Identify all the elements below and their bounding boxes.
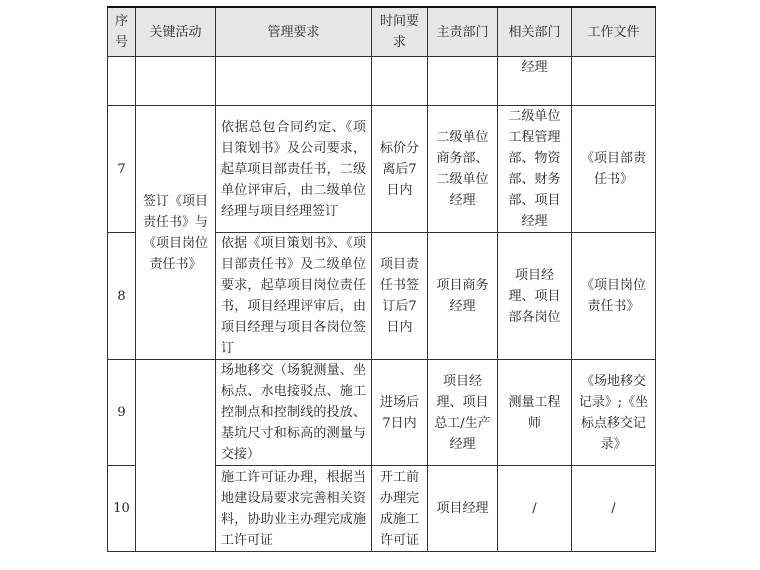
table-row bbox=[108, 360, 656, 466]
header-time: 时间要求 bbox=[372, 7, 428, 57]
header-requirement: 管理要求 bbox=[216, 7, 372, 57]
cell-activity-merged: 签订《项目责任书》与《项目岗位责任书》 bbox=[136, 106, 216, 360]
cell-main-dept: 二级单位商务部、二级单位经理 bbox=[428, 106, 498, 233]
cell-document: 《项目岗位责任书》 bbox=[572, 233, 656, 360]
cell-related-dept: 经理 bbox=[498, 57, 572, 106]
cell-seq: 8 bbox=[108, 233, 136, 360]
cell-main-dept: 项目商务经理 bbox=[428, 233, 498, 360]
cell-seq: 7 bbox=[108, 106, 136, 233]
cell-time: 项目责任书签订后7日内 bbox=[372, 233, 428, 360]
table-row-continued bbox=[108, 57, 656, 106]
cell-seq bbox=[108, 57, 136, 106]
cell-requirement: 依据《项目策划书》、《项目部责任书》及二级单位要求，起草项目岗位责任书，项目经理评审后，由项目经理与项目各岗位签订 bbox=[216, 233, 372, 360]
cell-time: 进场后7日内 bbox=[372, 360, 428, 466]
cell-time: 标价分离后7日内 bbox=[372, 106, 428, 233]
cell-requirement: 施工许可证办理，根据当地建设局要求完善相关资料，协助业主办理完成施工许可证 bbox=[216, 466, 372, 552]
header-related-dept: 相关部门 bbox=[498, 7, 572, 57]
header-document: 工作文件 bbox=[572, 7, 656, 57]
cell-related-dept: 项目经理、项目部各岗位 bbox=[498, 233, 572, 360]
cell-related-dept: 测量工程师 bbox=[498, 360, 572, 466]
header-activity: 关键活动 bbox=[136, 7, 216, 57]
cell-related-dept: / bbox=[498, 466, 572, 552]
cell-document: 《项目部责任书》 bbox=[572, 106, 656, 233]
cell-time bbox=[372, 57, 428, 106]
cell-activity-blank bbox=[136, 360, 216, 552]
cell-document: / bbox=[572, 466, 656, 552]
activity-table bbox=[107, 6, 656, 552]
cell-related-dept: 二级单位工程管理部、物资部、财务部、项目经理 bbox=[498, 106, 572, 233]
cell-activity bbox=[136, 57, 216, 106]
cell-requirement: 依据总包合同约定、《项目策划书》及公司要求，起草项目部责任书，二级单位评审后，由二级单位经理与项目经理签订 bbox=[216, 106, 372, 233]
cell-main-dept bbox=[428, 57, 498, 106]
cell-requirement bbox=[216, 57, 372, 106]
cell-document bbox=[572, 57, 656, 106]
header-seq: 序号 bbox=[108, 7, 136, 57]
table-row bbox=[108, 106, 656, 233]
cell-requirement: 场地移交（场貌测量、坐标点、水电接驳点、施工控制点和控制线的投放、基坑尺寸和标高的测量与交接） bbox=[216, 360, 372, 466]
cell-main-dept: 项目经理 bbox=[428, 466, 498, 552]
cell-document: 《场地移交记录》;《坐标点移交记录》 bbox=[572, 360, 656, 466]
cell-main-dept: 项目经理、项目总工/生产经理 bbox=[428, 360, 498, 466]
header-main-dept: 主责部门 bbox=[428, 7, 498, 57]
cell-seq: 9 bbox=[108, 360, 136, 466]
table-header-row bbox=[108, 7, 656, 57]
page-bottom-edge bbox=[0, 564, 760, 570]
cell-time: 开工前办理完成施工许可证 bbox=[372, 466, 428, 552]
cell-seq: 10 bbox=[108, 466, 136, 552]
document-page bbox=[107, 6, 655, 552]
